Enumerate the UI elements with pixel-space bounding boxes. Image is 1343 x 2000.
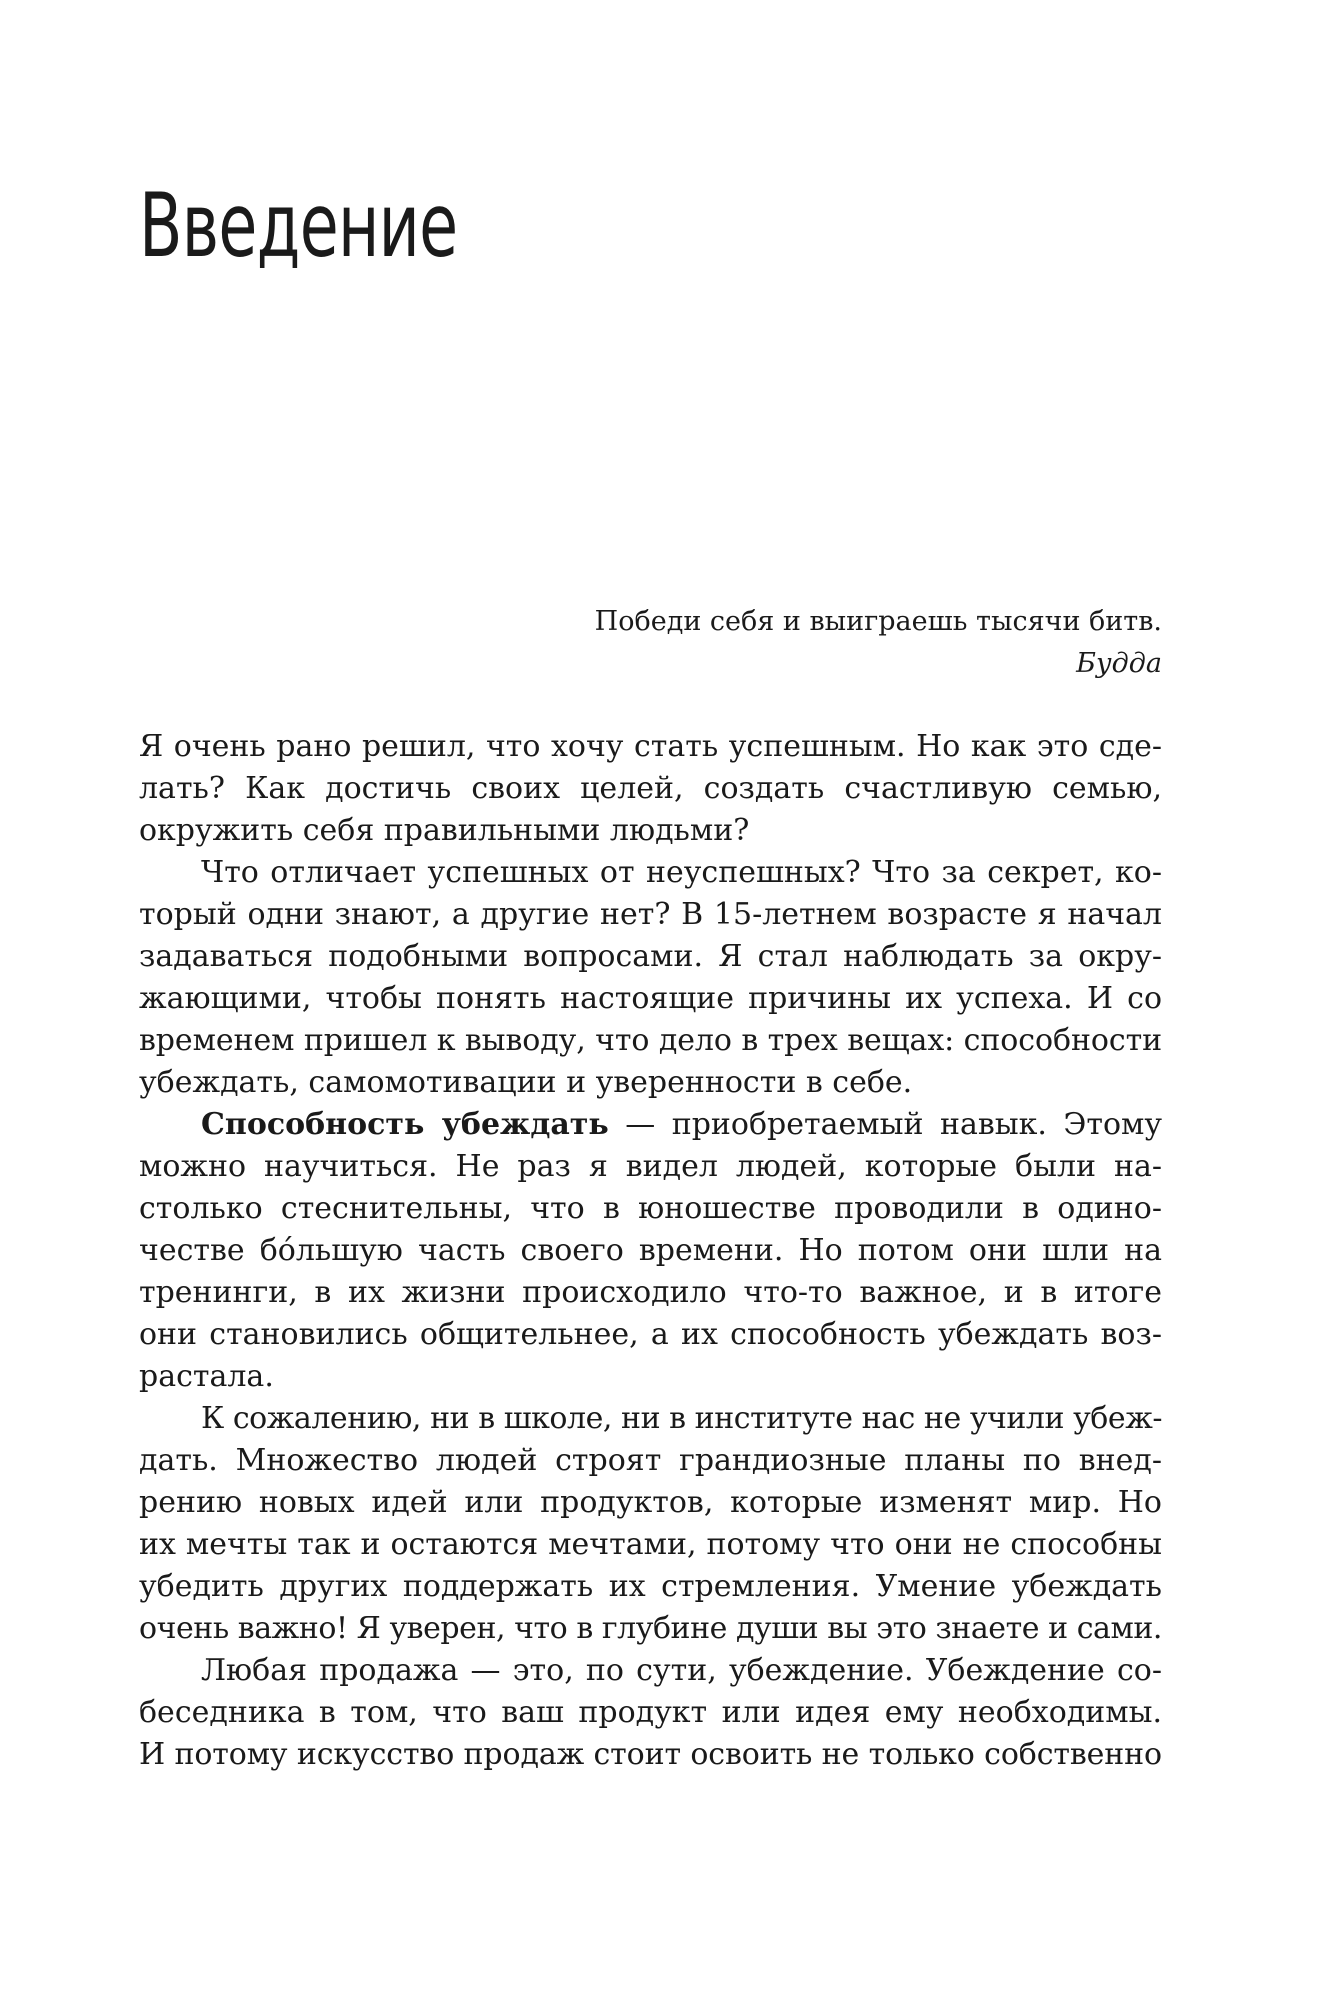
paragraph (139, 726, 1162, 852)
bold-term: Способность убеждать (201, 1107, 609, 1142)
text-line: задаваться подобными вопросами. Я стал наблюдать за окру- (139, 939, 1162, 974)
text-line: К сожалению, ни в школе, ни в институте нас не учили убеж- (201, 1401, 1162, 1436)
text-line (139, 1104, 1162, 1146)
text-line: Я очень рано решил, что хочу стать успешным. Но как это сде- (139, 729, 1162, 764)
text-line: очень важно! Я уверен, что в глубине души вы это знаете и сами. (139, 1611, 1162, 1646)
paragraph (139, 1398, 1162, 1650)
paragraph (139, 1650, 1162, 1776)
epigraph-quote: Победи себя и выиграешь тысячи битв. (594, 606, 1162, 637)
text-line: беседника в том, что ваш продукт или идея ему необходимы. (139, 1695, 1162, 1730)
text-line: торый одни знают, а другие нет? В 15-летнем возрасте я начал (139, 897, 1162, 932)
text-line: их мечты так и остаются мечтами, потому что они не способны (139, 1527, 1162, 1562)
text-line: И потому искусство продаж стоит освоить не только собственно (139, 1737, 1162, 1772)
text-line: рению новых идей или продуктов, которые изменят мир. Но (139, 1485, 1162, 1520)
text-line-rest: — приобретаемый навык. Этому (608, 1107, 1162, 1142)
epigraph-author: Будда (1076, 648, 1162, 679)
text-line: жающими, чтобы понять настоящие причины их успеха. И со (139, 981, 1162, 1016)
text-line: они становились общительнее, а их способность убеждать воз- (139, 1317, 1162, 1352)
text-line: окружить себя правильными людьми? (139, 813, 750, 848)
epigraph (500, 601, 1162, 685)
paragraph (139, 1104, 1162, 1398)
text-line: столько стеснительны, что в юношестве проводили в одино- (139, 1191, 1162, 1226)
text-line: тренинги, в их жизни происходило что-то важное, и в итоге (139, 1275, 1162, 1310)
text-line: растала. (139, 1359, 274, 1394)
text-line: Любая продажа — это, по сути, убеждение. Убеждение со- (201, 1653, 1162, 1688)
text-line: убеждать, самомотивации и уверенности в себе. (139, 1065, 913, 1100)
text-line: можно научиться. Не раз я видел людей, которые были на- (139, 1149, 1162, 1184)
text-line: убедить других поддержать их стремления. Умение убеждать (139, 1569, 1162, 1604)
text-line: дать. Множество людей строят грандиозные планы по внед- (139, 1443, 1162, 1478)
chapter-title: Введение (139, 174, 458, 277)
text-line: честве бóльшую часть своего времени. Но потом они шли на (139, 1233, 1162, 1268)
text-line: Что отличает успешных от неуспешных? Что за секрет, ко- (201, 855, 1162, 890)
text-line: временем пришел к выводу, что дело в трех вещах: способности (139, 1023, 1163, 1058)
text-line: лать? Как достичь своих целей, создать счастливую семью, (139, 771, 1162, 806)
paragraph (139, 852, 1162, 1104)
body-text (139, 726, 1162, 1776)
